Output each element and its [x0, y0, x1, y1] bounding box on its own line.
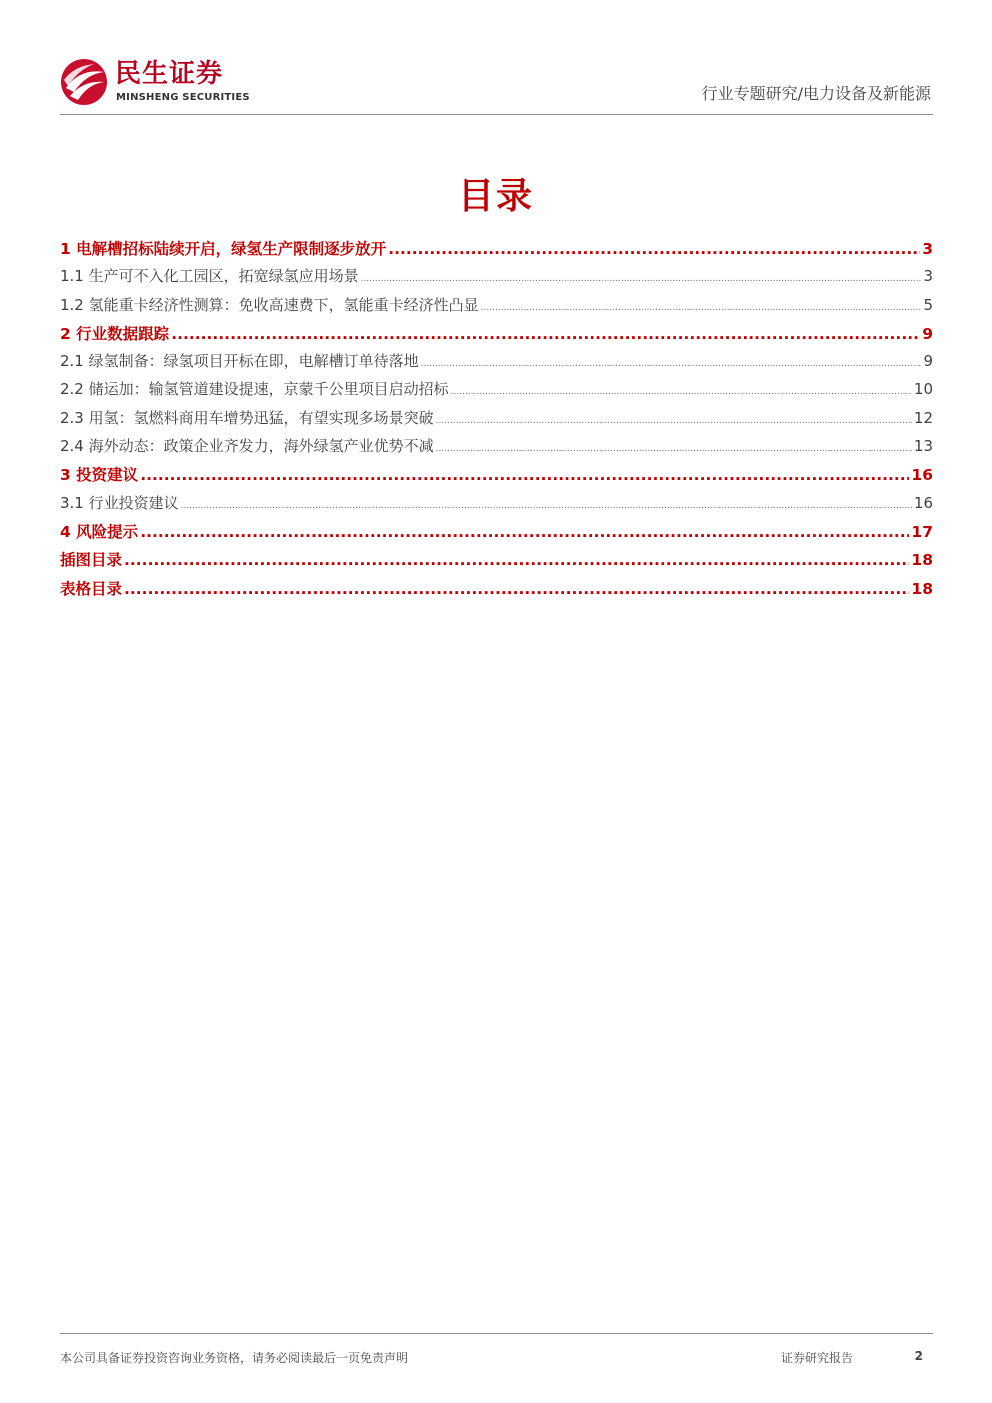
toc-leader-dots — [481, 303, 922, 313]
toc-entry-page: 18 — [911, 579, 933, 598]
table-of-contents — [60, 237, 933, 605]
toc-entry-page: 5 — [923, 295, 933, 314]
toc-entry-page: 10 — [913, 380, 933, 399]
minsheng-logo-icon — [60, 58, 108, 106]
toc-entry-label: 3.1 行业投资建议 — [60, 493, 179, 512]
toc-entry-page: 3 — [922, 240, 933, 258]
toc-leader-dots — [171, 325, 920, 343]
minsheng-logo — [60, 58, 300, 104]
toc-entry-label: 2.1 绿氢制备：绿氢项目开标在即，电解槽订单待落地 — [60, 352, 419, 371]
toc-entry[interactable] — [60, 492, 933, 520]
toc-entry-page: 16 — [911, 466, 933, 485]
toc-leader-dots — [421, 359, 922, 369]
logo-chinese-name: 民生证券 — [115, 59, 224, 89]
toc-entry-page: 9 — [923, 352, 933, 371]
toc-entry-label: 1.2 氢能重卡经济性测算：免收高速费下，氢能重卡经济性凸显 — [60, 295, 479, 314]
toc-entry-page: 16 — [913, 493, 933, 512]
toc-leader-dots — [436, 416, 912, 426]
page-header — [60, 52, 933, 115]
toc-entry-label: 插图目录 — [60, 551, 123, 570]
toc-entry[interactable] — [60, 407, 933, 435]
toc-entry[interactable] — [60, 435, 933, 463]
toc-entry[interactable] — [60, 463, 933, 491]
toc-leader-dots — [124, 580, 909, 598]
page-title: 目录 — [457, 176, 534, 217]
toc-entry[interactable] — [60, 577, 933, 605]
footer-disclaimer: 本公司具备证券投资咨询业务资格，请务必阅读最后一页免责声明 — [60, 1351, 409, 1365]
footer-page-number: 2 — [914, 1349, 923, 1363]
toc-leader-dots — [361, 274, 922, 284]
toc-leader-dots — [436, 444, 912, 454]
toc-leader-dots — [124, 551, 909, 569]
toc-leader-dots — [451, 387, 912, 397]
toc-entry-label: 2.3 用氢：氢燃料商用车增势迅猛，有望实现多场景突破 — [60, 408, 434, 427]
toc-leader-dots — [388, 240, 920, 258]
toc-entry-label: 2.2 储运加：输氢管道建设提速，京蒙千公里项目启动招标 — [60, 380, 449, 399]
toc-entry[interactable] — [60, 294, 933, 322]
toc-entry-label: 4 风险提示 — [60, 522, 139, 541]
toc-leader-dots — [181, 501, 912, 511]
toc-entry-label: 3 投资建议 — [60, 466, 139, 485]
toc-entry-page: 3 — [923, 267, 933, 286]
toc-entry[interactable] — [60, 378, 933, 406]
page-footer — [60, 1333, 933, 1374]
footer-report-type: 证券研究报告 — [780, 1351, 853, 1365]
toc-entry-label: 2 行业数据跟踪 — [60, 324, 170, 343]
toc-entry[interactable] — [60, 520, 933, 548]
toc-entry-page: 12 — [913, 408, 933, 427]
toc-entry[interactable] — [60, 237, 933, 265]
logo-english-name: MINSHENG SECURITIES — [116, 92, 250, 103]
toc-entry[interactable] — [60, 548, 933, 576]
toc-entry[interactable] — [60, 350, 933, 378]
toc-entry-label: 1 电解槽招标陆续开启，绿氢生产限制逐步放开 — [60, 240, 387, 258]
toc-entry-page: 18 — [911, 551, 933, 570]
toc-leader-dots — [140, 523, 909, 541]
toc-entry-label: 表格目录 — [60, 579, 123, 598]
toc-entry-page: 17 — [911, 522, 933, 541]
toc-entry[interactable] — [60, 322, 933, 350]
toc-entry-page: 9 — [922, 324, 933, 343]
toc-leader-dots — [140, 466, 909, 484]
toc-entry-page: 13 — [913, 437, 933, 456]
toc-entry-label: 2.4 海外动态：政策企业齐发力，海外绿氢产业优势不减 — [60, 437, 434, 456]
toc-entry[interactable] — [60, 265, 933, 293]
toc-entry-label: 1.1 生产可不入化工园区，拓宽绿氢应用场景 — [60, 267, 359, 286]
report-category: 行业专题研究/电力设备及新能源 — [701, 84, 931, 103]
